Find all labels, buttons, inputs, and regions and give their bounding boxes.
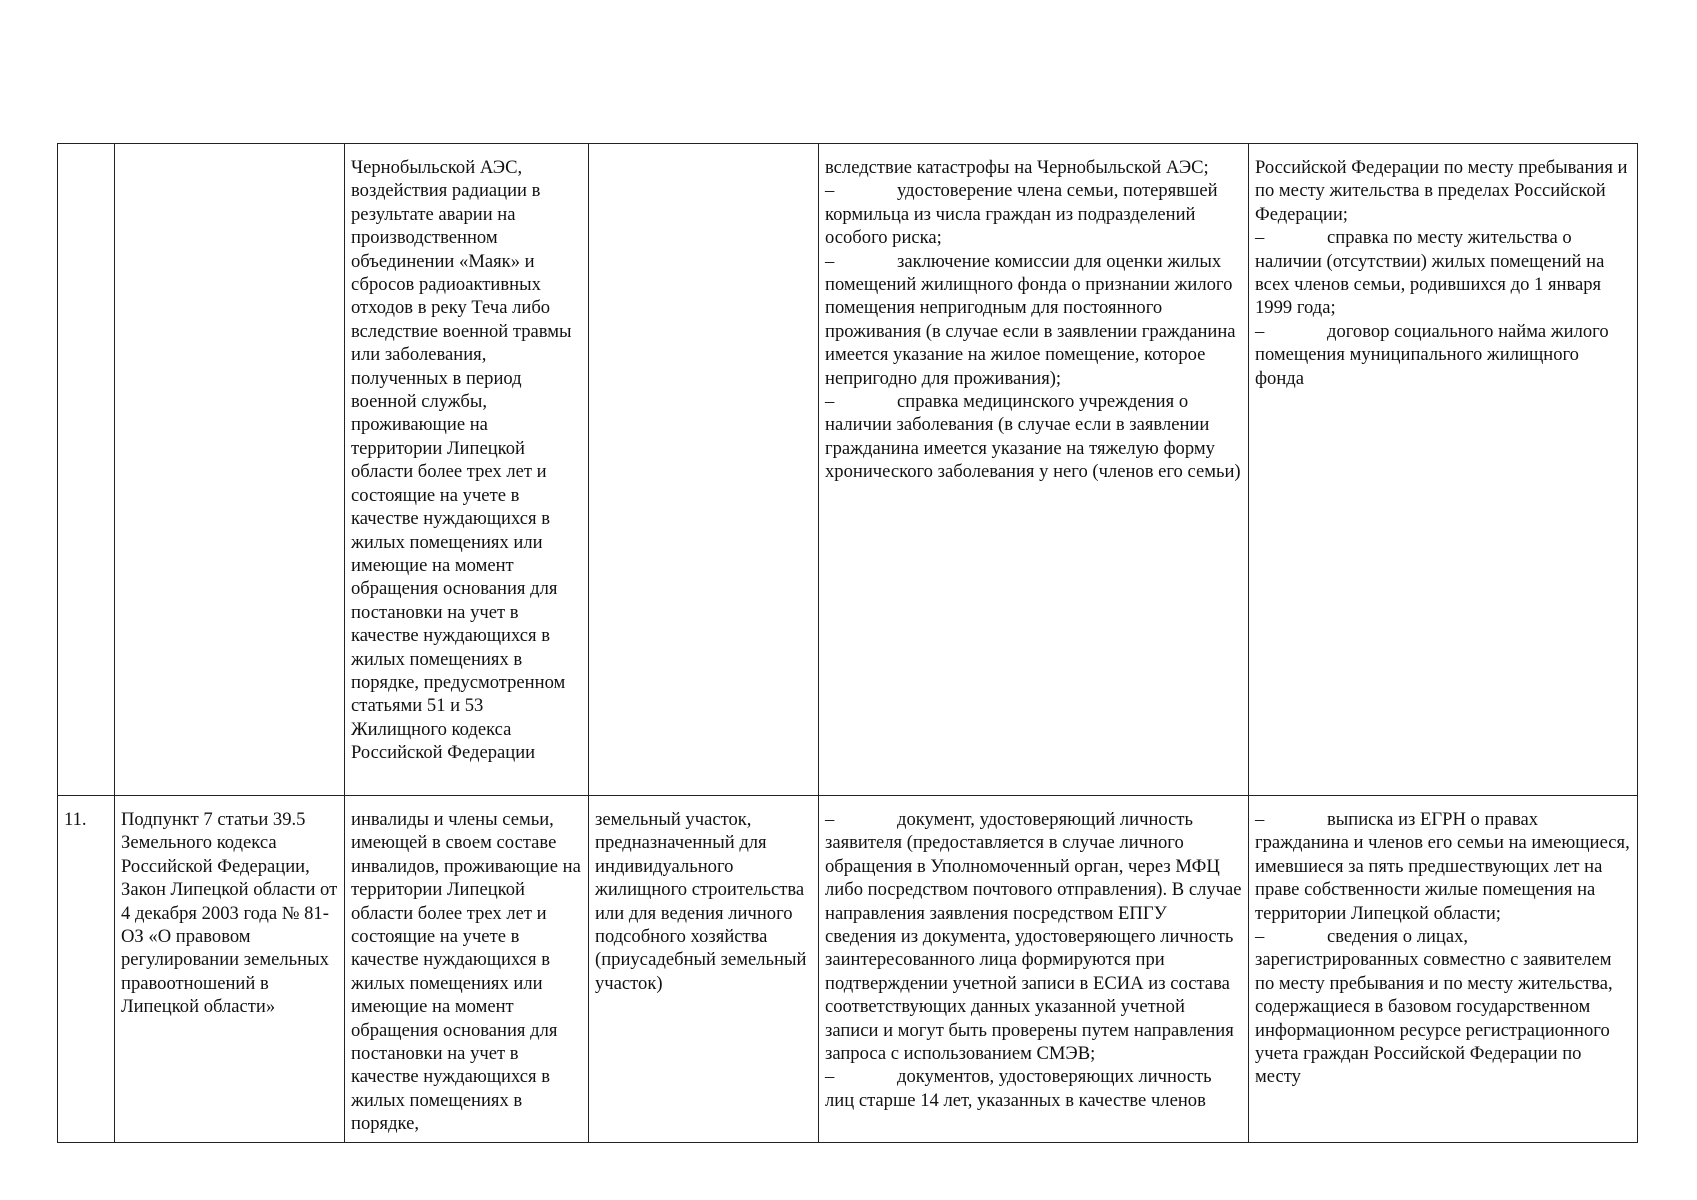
list-item-text: справка медицинского учреждения о наличии заболевания (в случае если в заявлении гражданина имеется указание на тяжелую форму хронического заболевания у него (членов его семьи) [825, 391, 1241, 483]
list-item-text: документов, удостоверяющих личность лиц старше 14 лет, указанных в качестве членов [825, 1066, 1212, 1111]
cell-paragraph: вследствие катастрофы на Чернобыльской АЭС; [825, 157, 1209, 178]
row-number-cell: 11. [58, 796, 115, 1143]
applicant-documents-cell [819, 796, 1249, 1143]
row-number-cell [58, 144, 115, 796]
legal-basis-cell [115, 144, 345, 796]
list-item-text: документ, удостоверяющий личность заявителя (предоставляется в случае личного обращения в Уполномоченный орган, через МФЦ либо посредством почтового отправления). В случае направления заявления посредством ЕПГУ сведения из документа, удостоверяющего личность заинтересованного лица формируются при подтверждении учетной записи в ЕСИА из состава соответствующих данных указанной учетной записи и могут быть проверены путем направления запроса с использованием СМЭВ; [825, 809, 1242, 1065]
land-plot-type-cell: земельный участок, предназначенный для индивидуального жилищного строительства или для ведения личного подсобного хозяйства (приусадебный земельный участок) [589, 796, 819, 1143]
list-item [825, 390, 1242, 484]
dash-marker: – [825, 1066, 835, 1088]
dash-marker: – [825, 250, 835, 272]
list-item-text: справка по месту жительства о наличии (отсутствии) жилых помещений на всех членов семьи, родившихся до 1 января 1999 года; [1255, 227, 1605, 319]
list-item-text: сведения о лицах, зарегистрированных совместно с заявителем по месту пребывания и по месту жительства, содержащиеся в базовом государственном информационном ресурсе регистрационного учета граждан Российской Федерации по месту [1255, 926, 1613, 1088]
list-item [1255, 925, 1631, 1089]
table-row [58, 796, 1638, 1143]
recipient-category-cell: инвалиды и члены семьи, имеющей в своем составе инвалидов, проживающие на территории Липецкой области более трех лет и состоящие на учете в качестве нуждающихся в жилых помещениях или имеющие на момент обращения основания для постановки на учет в качестве нуждающихся в жилых помещениях в порядке, [345, 796, 589, 1143]
dash-marker: – [1255, 320, 1265, 342]
dash-marker: – [1255, 809, 1265, 830]
requested-documents-cell [1249, 796, 1638, 1143]
recipient-category-cell: Чернобыльской АЭС, воздействия радиации в результате аварии на производственном объединении «Маяк» и сбросов радиоактивных отходов в реку Теча либо вследствие военной травмы или заболевания, полученных в период военной службы, проживающие на территории Липецкой области более трех лет и состоящие на учете в качестве нуждающихся в жилых помещениях или имеющие на момент обращения основания для постановки на учет в качестве нуждающихся в жилых помещениях в порядке, предусмотренном статьями 51 и 53 Жилищного кодекса Российской Федерации [345, 144, 589, 796]
requested-documents-cell [1249, 144, 1638, 796]
dash-marker: – [825, 809, 835, 830]
cell-paragraph: Российской Федерации по месту пребывания и по месту жительства в пределах Российской Федерации; [1255, 157, 1628, 225]
list-item [825, 250, 1242, 390]
list-item-text: заключение комиссии для оценки жилых помещений жилищного фонда о признании жилого помещения непригодным для постоянного проживания (в случае если в заявлении гражданина имеется указание на жилое помещение, которое непригодно для проживания); [825, 250, 1236, 389]
dash-marker: – [825, 391, 835, 413]
list-item-text: удостоверение члена семьи, потерявшей кормильца из числа граждан из подразделений особого риска; [825, 180, 1218, 249]
dash-marker: – [825, 180, 835, 202]
list-item [1255, 226, 1631, 320]
legal-basis-cell: Подпункт 7 статьи 39.5 Земельного кодекса Российской Федерации, Закон Липецкой области от 4 декабря 2003 года № 81-ОЗ «О правовом регулировании земельных правоотношений в Липецкой области» [115, 796, 345, 1143]
dash-marker: – [1255, 227, 1265, 249]
list-item [825, 808, 1242, 1065]
table-row [58, 144, 1638, 796]
list-item [825, 179, 1242, 249]
list-item [825, 1065, 1242, 1112]
document-table [57, 143, 1638, 1143]
list-item [1255, 808, 1631, 925]
list-item [1255, 320, 1631, 390]
list-item-text: выписка из ЕГРН о правах гражданина и членов его семьи на имеющиеся, имевшиеся за пять предшествующих лет на праве собственности жилые помещения на территории Липецкой области; [1255, 809, 1630, 924]
applicant-documents-cell [819, 144, 1249, 796]
list-item-text: договор социального найма жилого помещения муниципального жилищного фонда [1255, 320, 1609, 389]
dash-marker: – [1255, 926, 1265, 948]
land-plot-type-cell [589, 144, 819, 796]
